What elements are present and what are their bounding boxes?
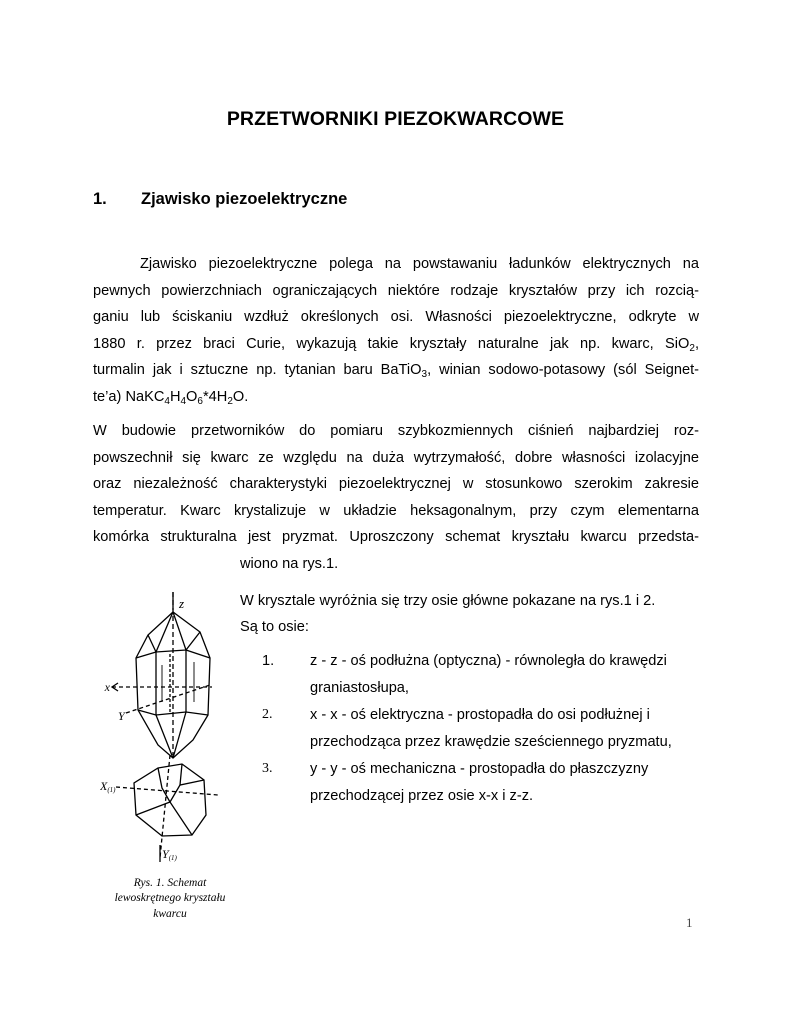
text-run: 1880 r. przez braci Curie, wykazują takie kryształy naturalne jak np. kwarc, SiO: [93, 335, 690, 352]
paragraph-line: Są to osie:: [240, 619, 309, 635]
paragraph-line: temperatur. Kwarc krystalizuje w układzie heksagonalnym, przy czym elementarna: [93, 502, 699, 519]
axis-label-y1-letter: Y: [162, 847, 169, 861]
text-run: H: [169, 388, 181, 405]
subscript: 4: [164, 395, 170, 407]
axis-label-y1-sub: (1): [168, 854, 177, 862]
paragraph-line: [93, 331, 699, 358]
list-text: y - y - oś mechaniczna - prostopadła do płaszczyzny: [310, 761, 649, 777]
list-text: graniastosłupa,: [310, 679, 409, 696]
axis-label-y: Y: [118, 709, 125, 723]
paragraph-line: [93, 384, 699, 411]
text-run: , winian sodowo-potasowy (sól Seignet-: [427, 362, 699, 379]
axis-label-x: x: [104, 680, 110, 694]
paragraph-2: [93, 418, 699, 551]
list-text: x - x - oś elektryczna - prostopadła do osi podłużnej i: [310, 707, 650, 723]
section-title: Zjawisko piezoelektryczne: [141, 190, 348, 208]
list-number: 1.: [262, 653, 275, 669]
page-number: 1: [686, 915, 693, 930]
caption-line: Rys. 1. Schemat: [133, 877, 207, 889]
axis-label-x1-letter: X: [100, 779, 108, 793]
paragraph-line: W krysztale wyróżnia się trzy osie główne pokazane na rys.1 i 2.: [240, 593, 656, 609]
figure-caption: [95, 876, 245, 922]
paragraph-line: wiono na rys.1.: [240, 556, 339, 572]
paragraph-line: oraz niezależność charakterystyki piezoelektrycznej w stosunkowo szerokim zakresie: [93, 476, 699, 493]
list-number: 3.: [262, 761, 273, 776]
list-text: z - z - oś podłużna (optyczna) - równoległa do krawędzi: [310, 653, 667, 669]
subscript: 3: [421, 369, 428, 381]
subscript: 2: [227, 395, 233, 407]
paragraph-line: ganiu lub ściskaniu wzdłuż określonych osi. Własności piezoelektryczne, odkryte w: [93, 309, 699, 326]
quartz-crystal-figure: [100, 590, 230, 865]
axis-label-x1-sub: (1): [107, 786, 116, 794]
paragraph-line: komórka strukturalna jest pryzmat. Uproszczony schemat kryształu kwarcu przedsta-: [93, 529, 699, 546]
paragraph-line: [93, 357, 699, 384]
subscript: 2: [689, 342, 695, 354]
paragraph-line: pewnych powierzchniach ograniczających niektóre rodzaje kryształów przy ich rozcią-: [93, 282, 699, 299]
paragraph-line: powszechnił się kwarc ze względu na duża wytrzymałość, dobre własności izolacyjne: [93, 449, 699, 466]
paragraph-line: Zjawisko piezoelektryczne polega na powstawaniu ładunków elektrycznych na: [140, 256, 699, 272]
list-text: przechodząca przez krawędzie sześciennego pryzmatu,: [310, 734, 672, 750]
caption-line: lewoskrętnego kryształu: [114, 892, 226, 905]
caption-line: kwarcu: [153, 907, 187, 920]
list-number: 2.: [262, 707, 273, 722]
axis-label-z: z: [179, 596, 185, 611]
list-text: przechodzącej przez osie x-x i z-z.: [310, 788, 534, 804]
text-run: O: [186, 388, 198, 405]
paragraph-line: W budowie przetworników do pomiaru szybkozmiennych ciśnień najbardziej roz-: [93, 423, 699, 439]
section-heading: [93, 190, 347, 209]
text-run: turmalin jak i sztuczne np. tytanian baru BaTiO: [93, 362, 422, 379]
subscript: 4: [180, 395, 187, 407]
axis-label-y1: [162, 847, 178, 862]
text-run: ,: [694, 335, 699, 352]
text-run: *4H: [202, 388, 228, 405]
axis-label-x1: [100, 779, 116, 794]
subscript: 6: [197, 395, 203, 407]
document-title: PRZETWORNIKI PIEZOKWARCOWE: [226, 108, 565, 130]
quartz-crystal-drawing: [100, 590, 230, 865]
text-run: O.: [232, 388, 249, 405]
section-number: 1.: [93, 190, 107, 208]
text-run: te’a) NaKC: [93, 388, 165, 405]
paragraph-1: [93, 251, 699, 411]
